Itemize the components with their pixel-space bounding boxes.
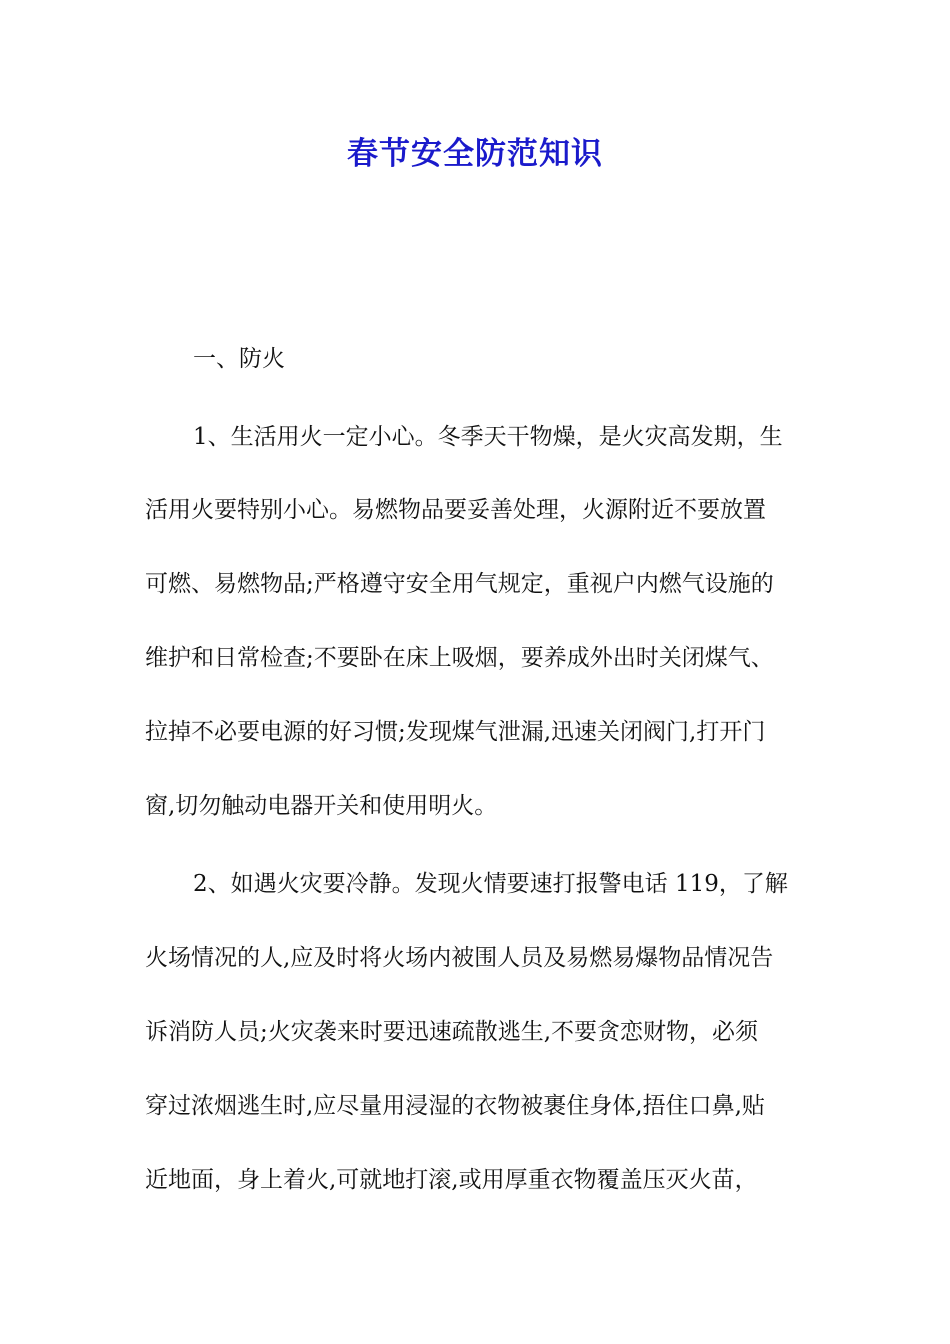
paragraph-line: 诉消防人员;火灾袭来时要迅速疏散逃生,不要贪恋财物，必须 [145, 1019, 759, 1045]
paragraph-line: 1、生活用火一定小心。冬季天干物燥，是火灾高发期，生 [193, 424, 783, 450]
paragraph-line: 2、如遇火灾要冷静。发现火情要速打报警电话 119，了解 [193, 871, 788, 897]
paragraph-line: 拉掉不必要电源的好习惯;发现煤气泄漏,迅速关闭阀门,打开门 [145, 719, 766, 745]
paragraph-line: 火场情况的人,应及时将火场内被围人员及易燃易爆物品情况告 [145, 945, 774, 971]
paragraph-line: 活用火要特别小心。易燃物品要妥善处理，火源附近不要放置 [145, 497, 766, 523]
paragraph-line: 窗,切勿触动电器开关和使用明火。 [145, 793, 498, 819]
paragraph-line: 可燃、易燃物品;严格遵守安全用气规定，重视户内燃气设施的 [145, 571, 774, 597]
paragraph-line: 近地面，身上着火,可就地打滚,或用厚重衣物覆盖压灭火苗， [145, 1167, 758, 1193]
paragraph-line: 穿过浓烟逃生时,应尽量用浸湿的衣物被裹住身体,捂住口鼻,贴 [145, 1093, 765, 1119]
paragraph-line: 维护和日常检查;不要卧在床上吸烟，要养成外出时关闭煤气、 [145, 645, 774, 671]
section-heading: 一、防火 [193, 346, 285, 372]
document-title: 春节安全防范知识 [347, 136, 603, 172]
